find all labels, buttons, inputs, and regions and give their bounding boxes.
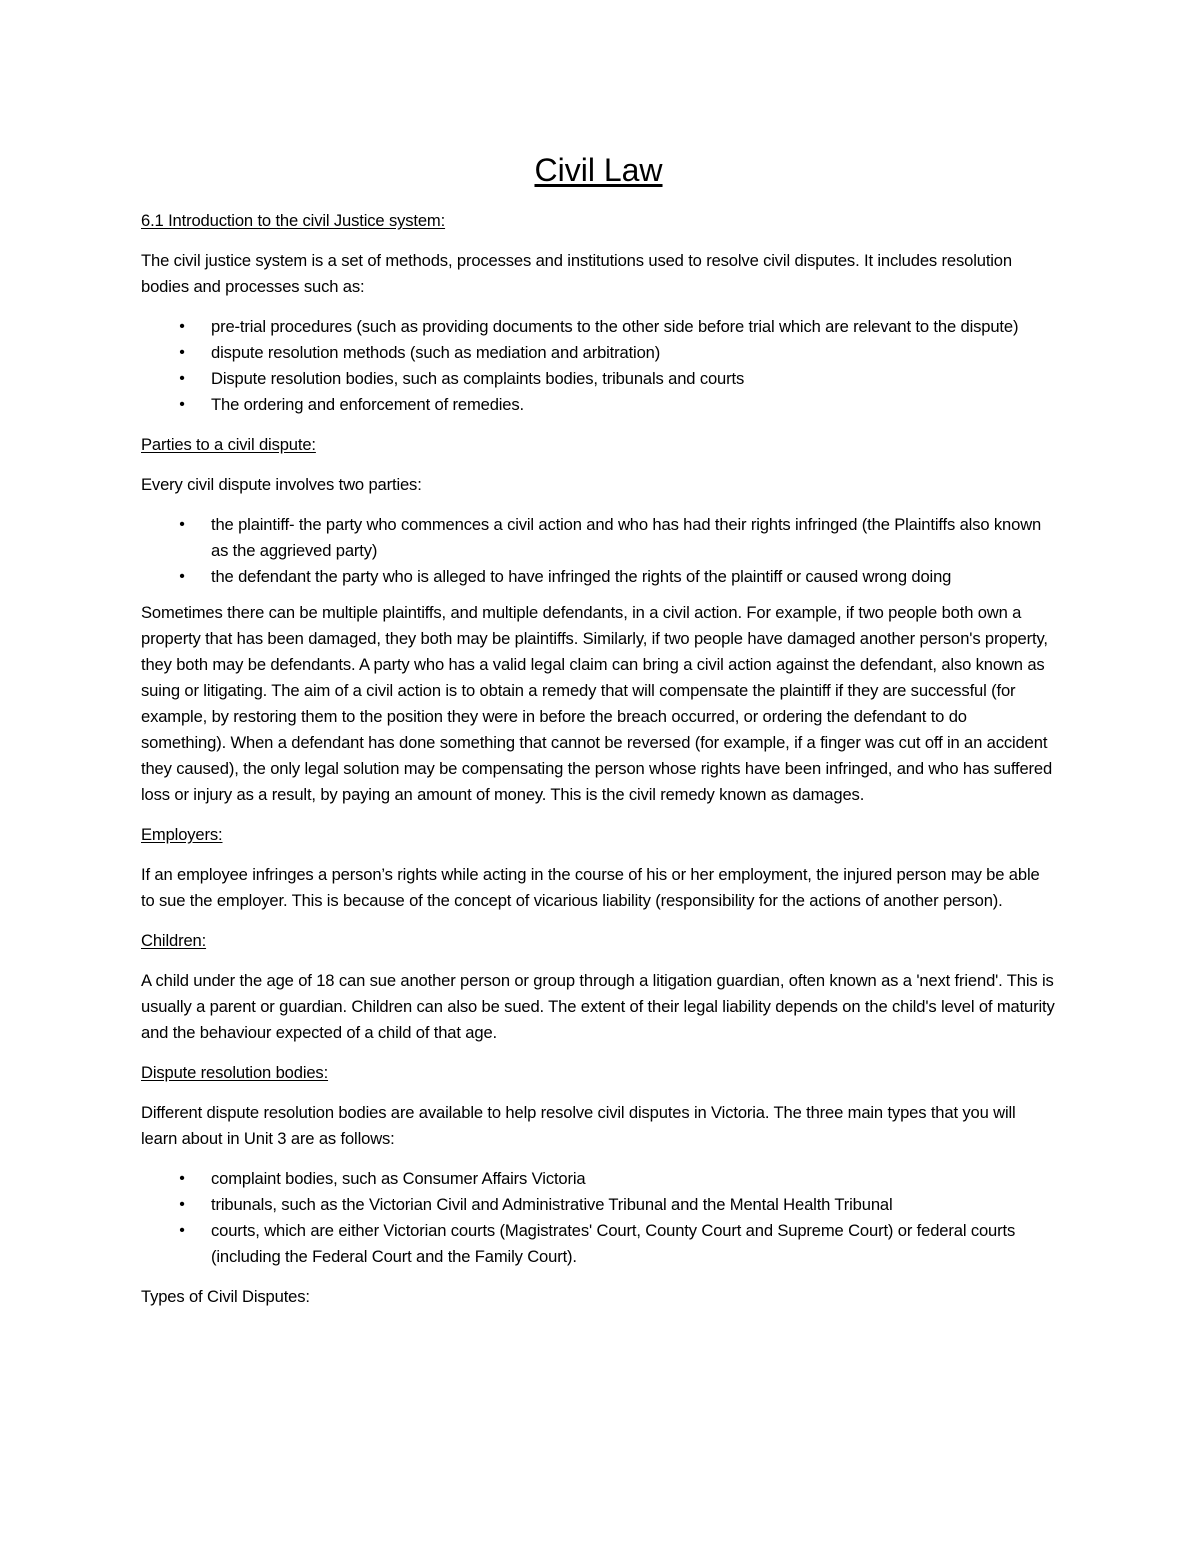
- list-item: • complaint bodies, such as Consumer Affairs Victoria: [141, 1166, 1056, 1192]
- list-item: • Dispute resolution bodies, such as complaints bodies, tribunals and courts: [141, 366, 1056, 392]
- paragraph-children: A child under the age of 18 can sue another person or group through a litigation guardian, often known as a 'next friend'. This is usually a parent or guardian. Children can also be sued. The extent of their legal liability depends on the child's level of maturity and the behaviour expected of a child of that age.: [141, 971, 1055, 1042]
- paragraph-bodies: Different dispute resolution bodies are available to help resolve civil disputes in Victoria. The three main types that you will learn about in Unit 3 are as follows:: [141, 1103, 1016, 1148]
- list-item: • tribunals, such as the Victorian Civil and Administrative Tribunal and the Mental Health Tribunal: [141, 1192, 1056, 1218]
- list-item: • The ordering and enforcement of remedies.: [141, 392, 1056, 418]
- bullet-list-bodies: [141, 1166, 1056, 1270]
- document-body: [141, 150, 1056, 1324]
- bullet-list-parties: [141, 512, 1056, 590]
- bullet-icon: •: [179, 1170, 185, 1187]
- section-heading-employers: Employers:: [141, 825, 223, 844]
- bullet-icon: •: [179, 318, 185, 335]
- list-item: • pre-trial procedures (such as providing documents to the other side before trial which are relevant to the dispute): [141, 314, 1056, 340]
- paragraph-parties: Every civil dispute involves two parties:: [141, 475, 422, 494]
- section-heading-bodies: Dispute resolution bodies:: [141, 1063, 329, 1082]
- bullet-icon: •: [179, 516, 185, 533]
- section-heading-children: Children:: [141, 931, 207, 950]
- list-item: • courts, which are either Victorian courts (Magistrates' Court, County Court and Supreme Court) or federal courts (including the Federal Court and the Family Court).: [141, 1218, 1056, 1270]
- section-heading-types: Types of Civil Disputes:: [141, 1287, 310, 1306]
- bullet-icon: •: [179, 1222, 185, 1239]
- bullet-icon: •: [179, 370, 185, 387]
- list-item: • the defendant the party who is alleged to have infringed the rights of the plaintiff or caused wrong doing: [141, 564, 1056, 590]
- paragraph-intro: The civil justice system is a set of methods, processes and institutions used to resolve civil disputes. It includes resolution bodies and processes such as:: [141, 251, 1012, 296]
- bullet-icon: •: [179, 344, 185, 361]
- paragraph-employers: If an employee infringes a person’s rights while acting in the course of his or her employment, the injured person may be able to sue the employer. This is because of the concept of vicarious liability (responsibility for the actions of another person).: [141, 865, 1040, 910]
- page-title: Civil Law: [534, 152, 663, 188]
- bullet-icon: •: [179, 1196, 185, 1213]
- section-heading-intro: 6.1 Introduction to the civil Justice system:: [141, 211, 446, 230]
- bullet-list-intro: [141, 314, 1056, 418]
- bullet-icon: •: [179, 568, 185, 585]
- section-heading-parties: Parties to a civil dispute:: [141, 435, 316, 454]
- bullet-icon: •: [179, 396, 185, 413]
- paragraph-parties-detail: Sometimes there can be multiple plaintiffs, and multiple defendants, in a civil action. For example, if two people both own a property that has been damaged, they both may be plaintiffs. Similarly, if two people have damaged another person's property, they both may be defendants. A party who has a valid legal claim can bring a civil action against the defendant, also known as suing or litigating. The aim of a civil action is to obtain a remedy that will compensate the plaintiff if they are successful (for example, by restoring them to the position they were in before the breach occurred, or ordering the defendant to do something). When a defendant has done something that cannot be reversed (for example, if a finger was cut off in an accident they caused), the only legal solution may be compensating the person whose rights have been infringed, and who has suffered loss or injury as a result, by paying an amount of money. This is the civil remedy known as damages.: [141, 603, 1053, 804]
- list-item: • dispute resolution methods (such as mediation and arbitration): [141, 340, 1056, 366]
- list-item: • the plaintiff- the party who commences a civil action and who has had their rights infringed (the Plaintiffs also known as the aggrieved party): [141, 512, 1056, 564]
